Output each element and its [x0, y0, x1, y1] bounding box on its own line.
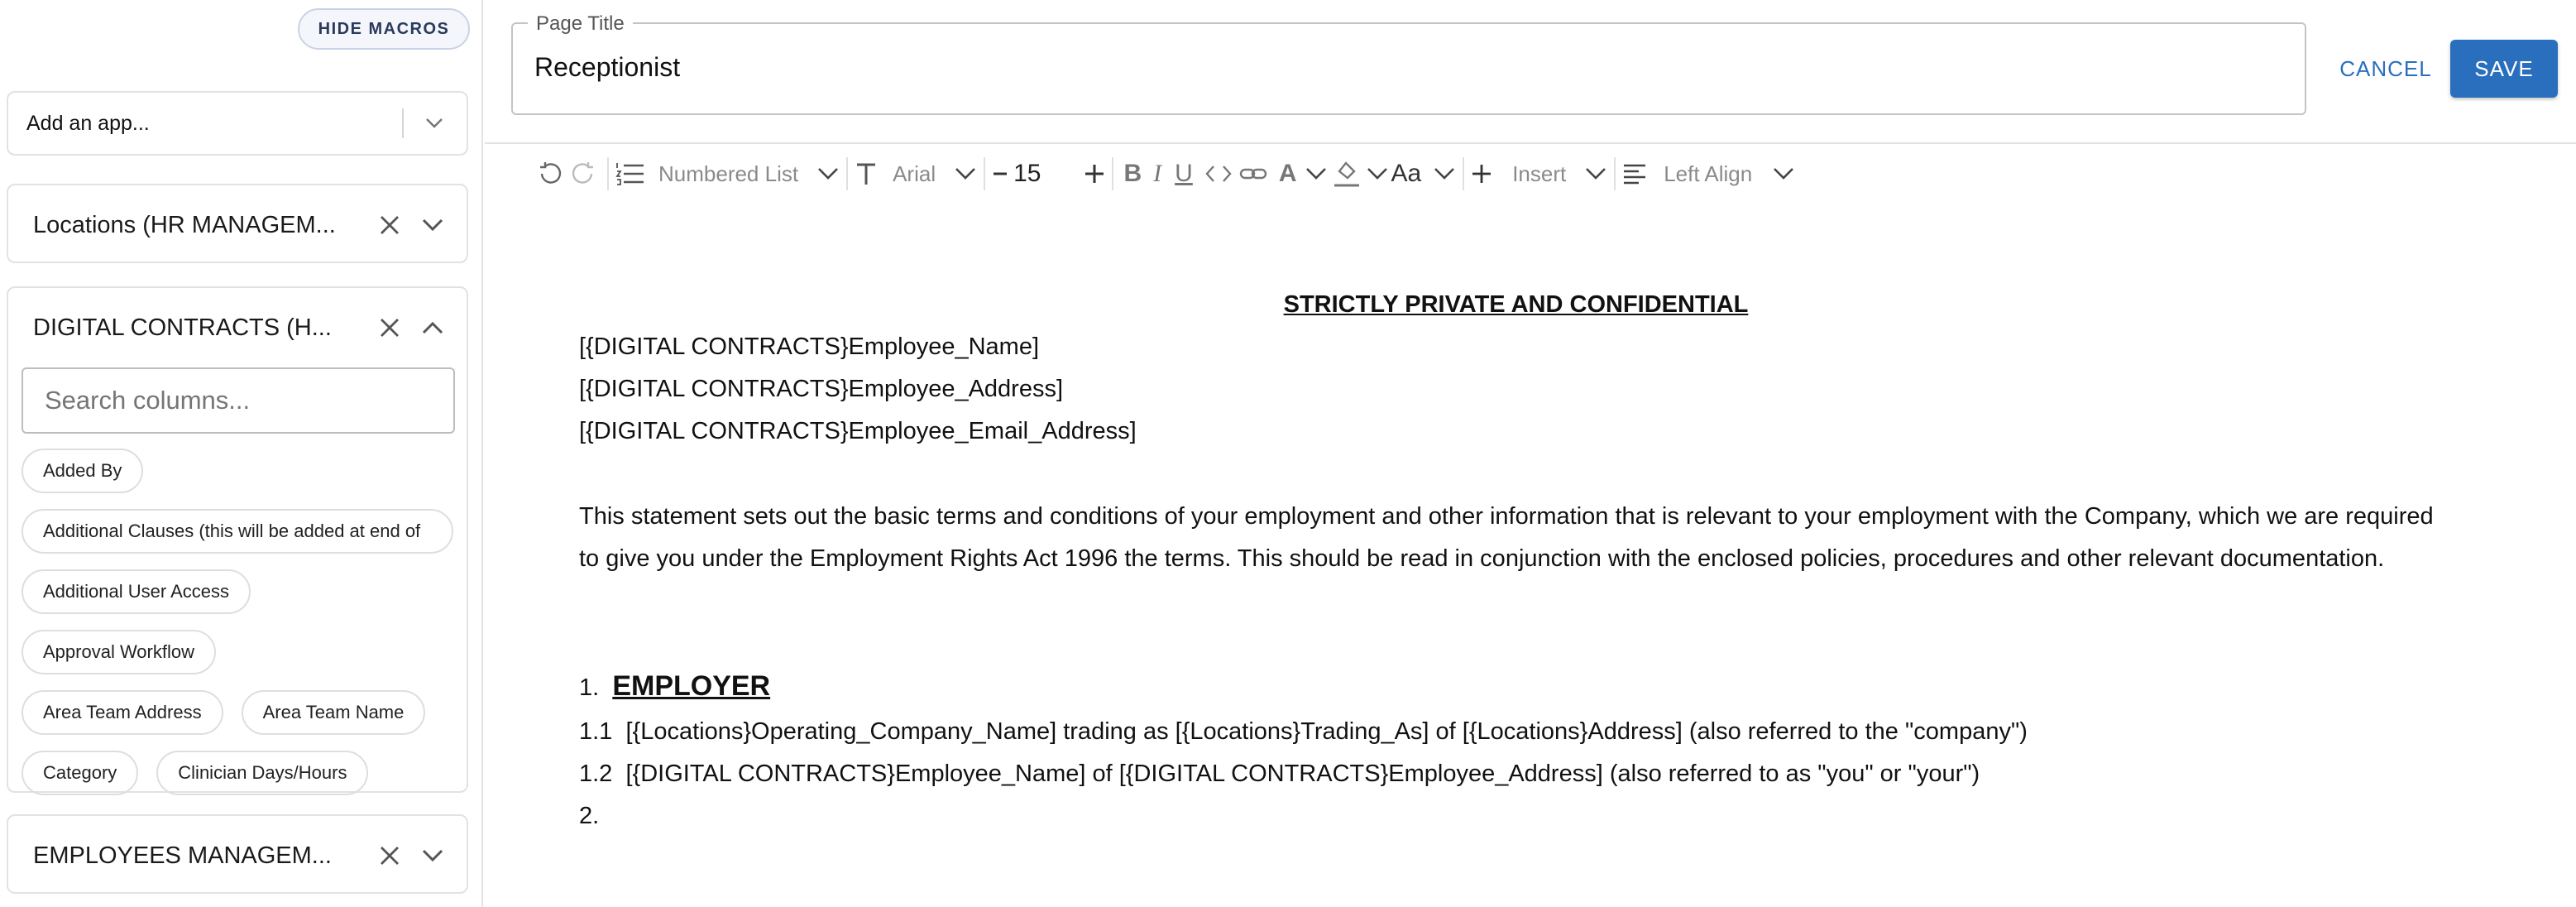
hide-macros-button[interactable]: HIDE MACROS: [298, 8, 470, 50]
item-text: [{Locations}Operating_Company_Name] trading as [{Locations}Trading_As] of [{Locations}Address] (also referred to the "company"): [625, 718, 2028, 745]
column-chip[interactable]: Category: [22, 751, 138, 795]
section-number: 2.: [579, 803, 600, 829]
add-app-select[interactable]: [7, 91, 468, 156]
toolbar-separator: [1463, 157, 1464, 190]
font-family-label: Arial: [893, 161, 936, 186]
column-chip[interactable]: Area Team Address: [22, 690, 223, 735]
toolbar-separator: [846, 157, 848, 190]
toolbar-separator: [607, 157, 609, 190]
toolbar-separator: [984, 157, 985, 190]
close-icon[interactable]: [376, 211, 404, 239]
app-panel-locations: [7, 184, 468, 263]
italic-icon[interactable]: I: [1153, 160, 1162, 187]
text-case-label: Aa: [1391, 160, 1422, 187]
chevron-down-icon[interactable]: [419, 842, 447, 870]
list-type-label: Numbered List: [658, 161, 799, 186]
app-title-locations: Locations (HR MANAGEM...: [33, 211, 336, 238]
page-title-value[interactable]: Receptionist: [534, 52, 681, 82]
app-title-employees: EMPLOYEES MANAGEM...: [33, 842, 332, 869]
search-columns-input[interactable]: [22, 367, 455, 434]
align-left-icon: [1622, 162, 1647, 185]
sidebar: [0, 0, 483, 907]
app-panel-employees: [7, 814, 468, 894]
chevron-down-icon: [1772, 166, 1795, 181]
highlight-color-icon[interactable]: [1333, 153, 1361, 194]
close-icon[interactable]: [376, 314, 404, 342]
font-icon: [855, 161, 878, 186]
column-chip[interactable]: Area Team Name: [242, 690, 426, 735]
text-case-dropdown[interactable]: [1391, 153, 1456, 194]
intro-paragraph: This statement sets out the basic terms and conditions of your employment and other information that is relevant to your employment with the Company, which we are required to give you under the Employment Rights Act 1996 the terms. This should be read in conjunction with the enclosed policies, procedures and other relevant documentation.: [579, 503, 2434, 572]
close-icon[interactable]: [376, 842, 404, 870]
document-title: STRICTLY PRIVATE AND CONFIDENTIAL: [1283, 291, 1749, 318]
address-line: [{DIGITAL CONTRACTS}Employee_Name]: [579, 334, 1039, 360]
address-line: [{DIGITAL CONTRACTS}Employee_Email_Address]: [579, 418, 1137, 444]
alignment-label: Left Align: [1664, 161, 1753, 186]
chevron-down-icon[interactable]: [1366, 153, 1389, 194]
app-panel-digital-contracts: [7, 286, 468, 793]
plus-icon: [1471, 163, 1492, 185]
column-chip-list: [8, 434, 467, 811]
toolbar-separator: [1112, 157, 1113, 190]
toolbar-separator: [1614, 157, 1616, 190]
save-button[interactable]: SAVE: [2450, 40, 2558, 98]
column-chip[interactable]: Approval Workflow: [22, 630, 216, 674]
chevron-down-icon: [954, 166, 977, 181]
bold-icon[interactable]: B: [1123, 160, 1142, 187]
chevron-down-icon[interactable]: [420, 109, 448, 137]
redo-icon[interactable]: [571, 153, 596, 194]
page-title-field[interactable]: [511, 12, 2306, 115]
address-line: [{DIGITAL CONTRACTS}Employee_Address]: [579, 376, 1064, 402]
underline-icon[interactable]: U: [1175, 160, 1193, 187]
list-item: [579, 718, 2028, 746]
chevron-down-icon: [1584, 166, 1607, 181]
header-divider: [485, 142, 2576, 144]
section-heading: [579, 670, 770, 703]
chevron-down-icon[interactable]: [419, 211, 447, 239]
chevron-down-icon: [816, 166, 840, 181]
insert-label: Insert: [1512, 161, 1567, 186]
page-title-label: Page Title: [528, 12, 633, 36]
chevron-up-icon[interactable]: [419, 314, 447, 342]
add-app-label: Add an app...: [26, 111, 150, 135]
item-number: 1.2: [579, 761, 613, 787]
chevron-down-icon: [1433, 166, 1456, 181]
column-chip[interactable]: Additional User Access: [22, 569, 251, 614]
insert-dropdown[interactable]: [1471, 153, 1607, 194]
section-number: 1.: [579, 674, 600, 701]
font-family-dropdown[interactable]: [855, 153, 977, 194]
select-divider: [402, 108, 404, 138]
code-icon[interactable]: [1204, 153, 1233, 194]
item-number: 1.1: [579, 718, 613, 745]
editor-toolbar: [538, 153, 1795, 194]
list-item: [579, 761, 1980, 788]
chevron-down-icon[interactable]: [1305, 153, 1328, 194]
link-icon[interactable]: [1239, 153, 1267, 194]
text-color-icon[interactable]: A: [1278, 160, 1297, 187]
item-text: [{DIGITAL CONTRACTS}Employee_Name] of [{DIGITAL CONTRACTS}Employee_Address] (also referred to as "you" or "your"): [625, 761, 1980, 787]
column-chip[interactable]: Additional Clauses (this will be added at end of: [22, 509, 453, 554]
decrease-font-size-button[interactable]: [992, 153, 1008, 194]
cancel-button[interactable]: CANCEL: [2339, 55, 2432, 81]
column-chip[interactable]: Added By: [22, 449, 143, 493]
alignment-dropdown[interactable]: [1622, 153, 1795, 194]
font-size-value[interactable]: 15: [1013, 160, 1041, 187]
section-title: EMPLOYER: [612, 670, 771, 702]
increase-font-size-button[interactable]: [1084, 153, 1105, 194]
column-chip[interactable]: Clinician Days/Hours: [156, 751, 368, 795]
numbered-list-dropdown[interactable]: [615, 153, 840, 194]
app-title-digital-contracts: DIGITAL CONTRACTS (H...: [33, 314, 332, 341]
undo-icon[interactable]: [538, 153, 563, 194]
